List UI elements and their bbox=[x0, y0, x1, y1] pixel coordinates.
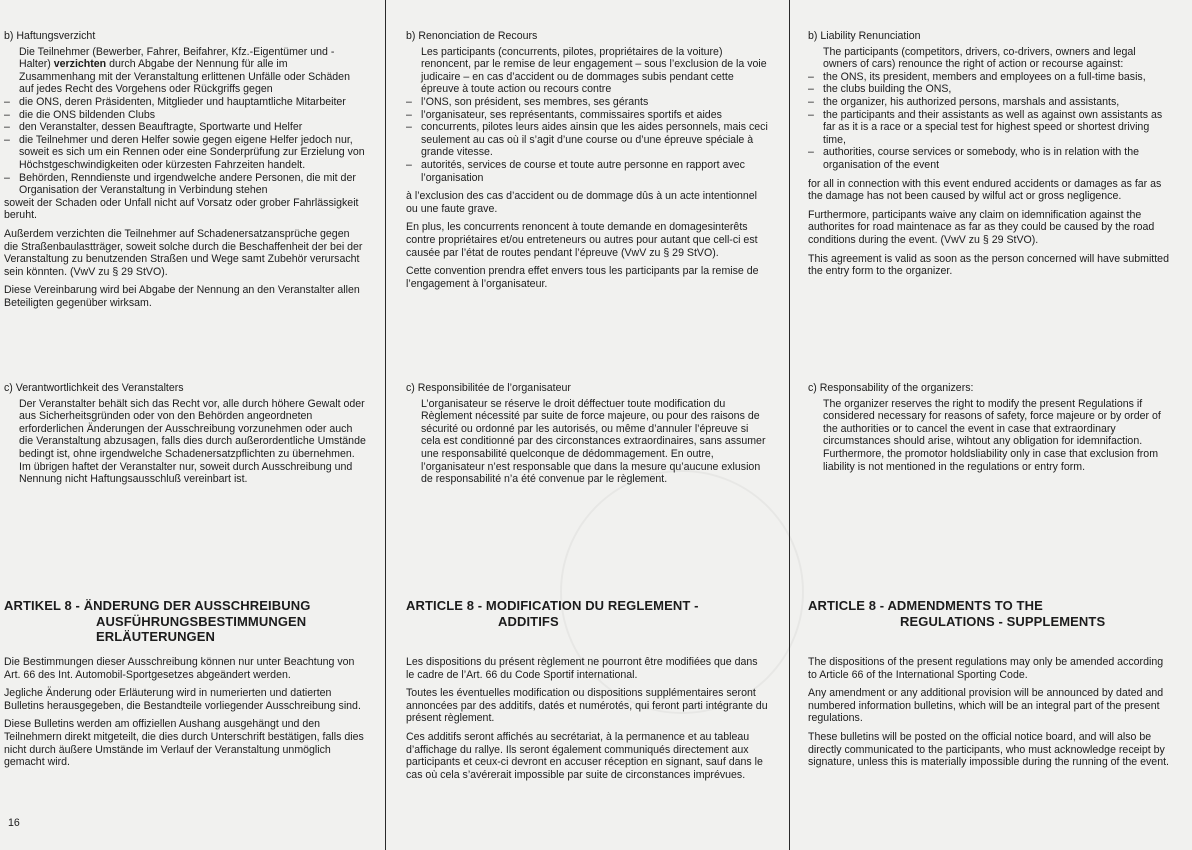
paragraph: Ces additifs seront affichés au secrétariat, à la permanence et au tableau d’affichage du rallye. Ils seront également communiqués directement aux participants et ceux-ci devront en accuser réception en signant, sauf dans le cas où cela s’avérerait impossible par suite de circonstances imprévues. bbox=[406, 730, 763, 781]
article-body bbox=[406, 656, 768, 781]
paragraph: Les dispositions du présent règlement ne pourront être modifiées que dans le cadre de l’Art. 66 du Code Sportif international. bbox=[406, 656, 758, 681]
paragraph: Der Veranstalter behält sich das Recht vor, alle durch höhere Gewalt oder aus Sicherheitsgründen oder von den Behörden angeordneten erforderlichen Änderungen der Ausschreibung vorzunehmen oder auch die Veranstaltung abzusagen, falls dies durch außerordentliche Umstände bedingt ist, ohne irgendwelche Schadenersatzpflichten zu übernehmen. Im übrigen haftet der Veranstalter nur, soweit durch Ausschreibung und Nennung nicht Haftungsausschluß vereinbart ist. bbox=[19, 397, 366, 486]
paragraph: Toutes les éventuelles modification ou dispositions supplémentaires seront annoncées par des additifs, datés et numérotés, qui feront parti intégrante du présent règlement. bbox=[406, 687, 768, 725]
section-heading: b) Liability Renunciation bbox=[808, 30, 921, 42]
french-organizer-responsibility-section bbox=[406, 382, 768, 486]
paragraph: L’organisateur se réserve le droit déffectuer toute modification du Règlement nécessité par suite de force majeure, ou pour des raisons de sécurité ou ordonné par les autorisés, ou même d’annuler l’épreuve si cela est conditionné par des circonstances extraordinaires, sans assumer une responsabilité quelconque de dédommagement. En outre, l’organisateur n’est responsable que dans la mesure qu’aucune exlusion de responsabilité n’a été convenue par le règlement. bbox=[421, 397, 766, 486]
english-organizer-responsibility-section bbox=[808, 382, 1170, 473]
list-item: – l’ONS, son président, ses membres, ses gérants bbox=[406, 96, 768, 109]
paragraph: Diese Bulletins werden am offiziellen Aushang ausgehängt und den Teilnehmern direkt mitgeteilt, die dies durch Unterschrift bestätigen, falls dies nicht durch äußere Umstände im Verlauf der Veranstaltung unmöglich gemacht wird. bbox=[4, 718, 364, 769]
english-column bbox=[808, 0, 1170, 850]
article-title: ARTICLE 8 - ADMENDMENTS TO THE REGULATIONS - SUPPLEMENTS bbox=[808, 598, 1106, 629]
section-heading: b) Haftungsverzicht bbox=[4, 30, 96, 42]
french-column bbox=[406, 0, 768, 850]
paragraph: Diese Vereinbarung wird bei Abgabe der Nennung an den Veranstalter allen Beteiligten gegenüber wirksam. bbox=[4, 284, 360, 309]
list bbox=[406, 96, 768, 184]
german-liability-waiver-section bbox=[4, 30, 366, 309]
article-body bbox=[808, 656, 1170, 769]
column-divider bbox=[789, 0, 790, 850]
list-item: – the ONS, its president, members and employees on a full-time basis, bbox=[808, 71, 1170, 84]
german-organizer-responsibility-section bbox=[4, 382, 366, 486]
english-liability-waiver-section bbox=[808, 30, 1170, 278]
article-title: ARTIKEL 8 - ÄNDERUNG DER AUSSCHREIBUNG AUSFÜHRUNGSBESTIMMUNGEN ERLÄUTERUNGEN bbox=[4, 598, 311, 644]
list-item: – autorités, services de course et toute autre personne en rapport avec l’organisation bbox=[406, 159, 768, 184]
list-item: – die ONS, deren Präsidenten, Mitglieder und hauptamtliche Mitarbeiter bbox=[4, 96, 366, 109]
list-item: – die die ONS bildenden Clubs bbox=[4, 109, 366, 122]
paragraph: à l’exclusion des cas d’accident ou de dommage dûs à un acte intentionnel ou une faute grave. bbox=[406, 190, 757, 215]
list-item: – the participants and their assistants as well as against own assistants as far as it is a race or a special test for highest speed or shortest driving time, bbox=[808, 109, 1170, 147]
paragraph: Furthermore, participants waive any claim on idemnification against the authorites for road maintenace as far as they could be caused by the road conditions during the event. (VwV zu § 29 StVO). bbox=[808, 208, 1155, 246]
paragraph: Die Bestimmungen dieser Ausschreibung können nur unter Beachtung von Art. 66 des Int. Automobil-Sportgesetzes abgeändert werden. bbox=[4, 656, 355, 681]
paragraph: Cette convention prendra effet envers tous les participants par la remise de l’engagement à l’organisateur. bbox=[406, 265, 759, 290]
paragraph: These bulletins will be posted on the official notice board, and will also be directly communicated to the participants, who must acknowledge receipt by signature, unless this is materially impossible during the running of the event. bbox=[808, 730, 1169, 769]
list bbox=[4, 96, 366, 197]
paragraph: soweit der Schaden oder Unfall nicht auf Vorsatz oder grober Fahrlässigkeit beruht. bbox=[4, 196, 359, 222]
list bbox=[808, 71, 1170, 172]
list-item: – Behörden, Renndienste und irgendwelche andere Personen, die mit der Organisation der Veranstaltung in Verbindung stehen bbox=[4, 172, 366, 197]
paragraph: The dispositions of the present regulations may only be amended according to Article 66 of the International Sporting Code. bbox=[808, 656, 1164, 681]
paragraph: Les participants (concurrents, pilotes, propriétaires de la voiture) renoncent, par le remise de leur engagement – sous l’exclusion de la voie judicaire – en cas d’accident ou de dommages subis pendant cette épreuve à toute action ou recours contre bbox=[421, 45, 767, 96]
article-title: ARTICLE 8 - MODIFICATION DU REGLEMENT - ADDITIFS bbox=[406, 598, 699, 629]
article-body bbox=[4, 656, 366, 769]
paragraph: for all in connection with this event endured accidents or damages as far as the damage has not been caused by wilful act or gross negligence. bbox=[808, 177, 1162, 203]
paragraph: Außerdem verzichten die Teilnehmer auf Schadenersatzansprüche gegen die Straßenbaulastträger, soweit solche durch die Beschaffenheit der bei der Veranstaltung zu benutzenden Straßen und Wege samt Zubehör verursacht sein könnten. (VwV zu § 29 StVO). bbox=[4, 227, 363, 278]
paragraph: Die Teilnehmer (Bewerber, Fahrer, Beifahrer, Kfz.-Eigentümer und -Halter) verzichten durch Abgabe der Nennung für alle im Zusammenhang mit der Veranstaltung erlittenen Unfälle oder Schäden auf jedes Recht des Vorgehens oder Rückgriffs gegen bbox=[19, 45, 350, 96]
paragraph: Any amendment or any additional provision will be announced by dated and numbered information bulletins, which will be an integral part of the present regulations. bbox=[808, 687, 1164, 725]
paragraph: The organizer reserves the right to modify the present Regulations if considered necessary for reasons of safety, force majeure or by order of the authorities or to cancel the event in case that extraordinary circumstances should arise, wihtout any obligation for idemnifaction. Furthermore, the promotor holdsliability only in case that exclusion from liability is not mentioned in the regulations or entry form. bbox=[823, 397, 1161, 473]
paragraph: This agreement is valid as soon as the person concerned will have submitted the entry form to the organizer. bbox=[808, 252, 1169, 278]
paragraph: Jegliche Änderung oder Erläuterung wird in numerierten und datierten Bulletins herausgegeben, die Bestandteile vorliegender Ausschreibung sind. bbox=[4, 687, 361, 712]
page-number: 16 bbox=[8, 817, 20, 829]
list-item: – the organizer, his authorized persons, marshals and assistants, bbox=[808, 96, 1170, 109]
list-item: – concurrents, pilotes leurs aides ainsin que les aides personnels, mais ceci seulement au cas où il s’agit d’une course ou d’une épreuve spéciale à grande vitesse. bbox=[406, 121, 768, 159]
list-item: – den Veranstalter, dessen Beauftragte, Sportwarte und Helfer bbox=[4, 121, 366, 134]
list-item: – authorities, course services or somebody, who is in relation with the organisation of the event bbox=[808, 146, 1170, 171]
section-heading: c) Responsibilitée de l’organisateur bbox=[406, 382, 571, 394]
column-divider bbox=[385, 0, 386, 850]
list-item: – l’organisateur, ses représentants, commissaires sportifs et aides bbox=[406, 109, 768, 122]
section-heading: c) Responsability of the organizers: bbox=[808, 382, 974, 394]
list-item: – the clubs building the ONS, bbox=[808, 83, 1170, 96]
section-heading: c) Verantwortlichkeit des Veranstalters bbox=[4, 382, 184, 394]
paragraph: The participants (competitors, drivers, co-drivers, owners and legal owners of cars) renounce the right of action or recourse against: bbox=[823, 45, 1136, 71]
paragraph: En plus, les concurrents renoncent à toute demande en domagesinterêts contre propriétaires et/ou entreteneurs ou autres pour autant que cell-ci est causée par l’état de routes pendant l’épreuve (VwV zu § 29 StVO). bbox=[406, 221, 758, 259]
section-heading: b) Renonciation de Recours bbox=[406, 30, 538, 42]
german-column bbox=[4, 0, 366, 850]
french-liability-waiver-section bbox=[406, 30, 768, 290]
list-item: – die Teilnehmer und deren Helfer sowie gegen eigene Helfer jedoch nur, soweit es sich um ein Rennen oder eine Sonderprüfung zur Erzielung von Höchstgeschwindigkeiten oder kürzesten Fahrzeiten handelt. bbox=[4, 134, 366, 172]
